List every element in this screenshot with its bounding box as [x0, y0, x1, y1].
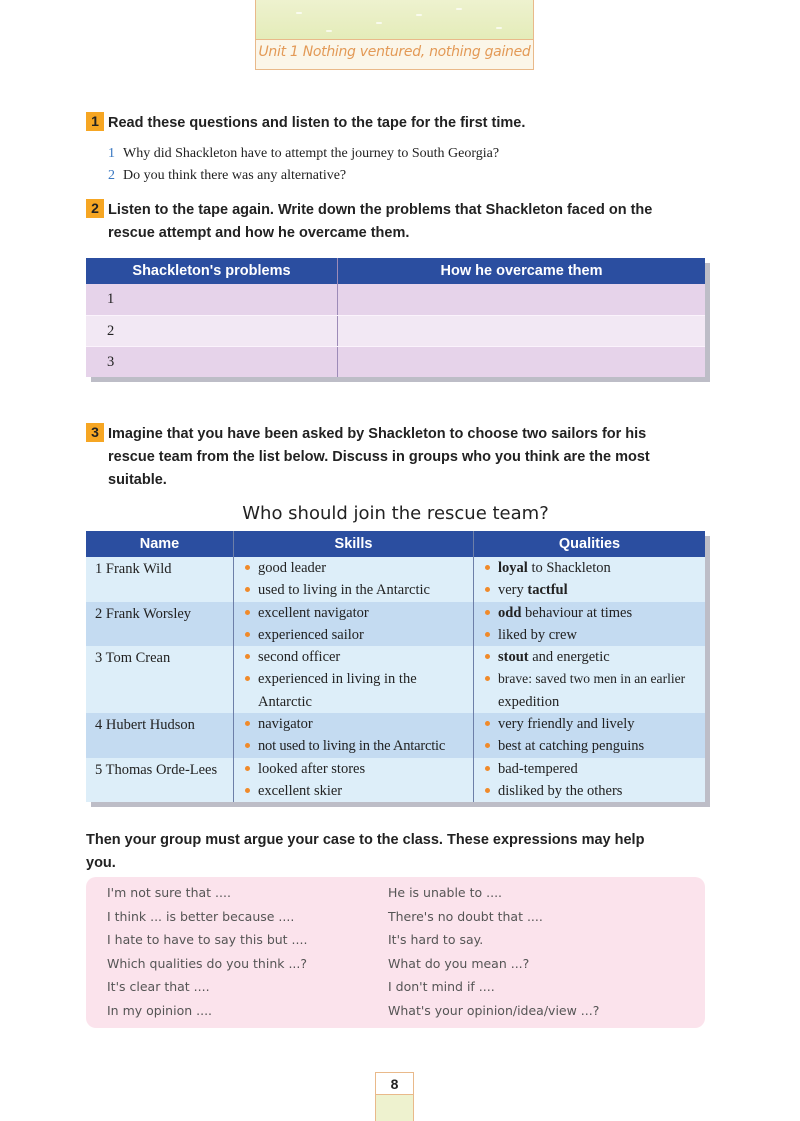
expression-item: It's hard to say. — [388, 932, 484, 947]
skill-item: not used to living in the Antarctic — [242, 735, 469, 757]
header-problems: Shackleton's problems — [86, 258, 338, 284]
table-row — [86, 646, 705, 713]
page-number: 8 — [376, 1073, 413, 1095]
quality-item: best at catching penguins — [482, 735, 701, 757]
quality-item: disliked by the others — [482, 780, 701, 802]
skill-item: excellent skier — [242, 780, 469, 802]
expression-item: I think ... is better because .... — [107, 908, 295, 924]
expression-item: Which qualities do you think ...? — [107, 955, 308, 971]
task-1-number: 1 — [86, 112, 104, 131]
header-skills: Skills — [233, 531, 473, 557]
answer-cell[interactable] — [338, 284, 705, 315]
expression-item: I hate to have to say this but .... — [107, 932, 308, 947]
expression-item: He is unable to .... — [388, 885, 503, 900]
expression-item: What's your opinion/idea/view ...? — [388, 1002, 600, 1018]
table-row — [86, 758, 705, 803]
task-3-number: 3 — [86, 423, 104, 442]
answer-cell[interactable] — [338, 347, 705, 377]
expression-item: It's clear that .... — [107, 979, 210, 994]
expression-item: I'm not sure that .... — [107, 885, 231, 900]
skill-item: experienced sailor — [242, 624, 469, 646]
unit-banner — [255, 0, 534, 70]
quality-item: loyal to Shackleton — [482, 557, 701, 579]
quality-item: very friendly and lively — [482, 713, 701, 735]
table-row: 2 — [86, 315, 705, 346]
sailor-name: 5 Thomas Orde-Lees — [95, 761, 218, 778]
skill-item: looked after stores — [242, 758, 469, 780]
banner-image — [256, 0, 533, 40]
quality-item: odd behaviour at times — [482, 602, 701, 624]
skill-item: good leader — [242, 557, 469, 579]
expressions-box — [86, 877, 705, 1028]
table-row: 3 — [86, 346, 705, 377]
sailor-name: 2 Frank Worsley — [95, 605, 192, 622]
table-row — [86, 602, 705, 647]
table-row — [86, 713, 705, 758]
expressions-intro: Then your group must argue your case to the class. These expressions may help you. — [86, 832, 645, 871]
skill-item: experienced in living in the Antarctic — [242, 668, 469, 713]
sailor-name: 4 Hubert Hudson — [95, 717, 195, 734]
page-number-tab — [375, 1072, 414, 1121]
question-2: 2 Do you think there was any alternative? — [108, 168, 347, 183]
skill-item: navigator — [242, 713, 469, 735]
quality-item: very tactful — [482, 579, 701, 601]
rescue-table-title: Who should join the rescue team? — [242, 503, 549, 524]
unit-title: Unit 1 Nothing ventured, nothing gained — [258, 44, 531, 60]
question-1: 1 Why did Shackleton have to attempt the journey to South Georgia? — [108, 146, 500, 161]
quality-item: stout and energetic — [482, 646, 701, 668]
expressions-right — [388, 885, 599, 1026]
expression-item: I don't mind if .... — [388, 979, 495, 994]
task-1-instruction: 1 Read these questions and listen to the tape for the first time. — [86, 112, 716, 135]
table-row — [86, 557, 705, 602]
table-row: 1 — [86, 284, 705, 315]
quality-item: liked by crew — [482, 624, 701, 646]
sailor-name: 1 Frank Wild — [95, 561, 172, 577]
header-name: Name — [139, 536, 180, 552]
header-overcame: How he overcame them — [440, 263, 603, 279]
quality-item: bad-tempered — [482, 758, 701, 780]
rescue-team-table — [86, 531, 705, 802]
task-2-instruction: 2 Listen to the tape again. Write down the problems that Shackleton faced on the rescue attempt and how he overcame them. — [86, 199, 716, 245]
expressions-left — [107, 885, 307, 1026]
header-qualities: Qualities — [473, 531, 705, 557]
problems-table-header — [86, 258, 705, 284]
task-2-number: 2 — [86, 199, 104, 218]
expression-item: There's no doubt that .... — [388, 908, 543, 924]
problems-table — [86, 258, 705, 377]
skill-item: second officer — [242, 646, 469, 668]
expression-item: In my opinion .... — [107, 1002, 213, 1018]
skill-item: excellent navigator — [242, 602, 469, 624]
quality-item: brave: saved two men in an earlier expedition — [482, 668, 701, 713]
task-3-instruction: 3 Imagine that you have been asked by Shackleton to choose two sailors for his rescue team from the list below. Discuss in groups who you think are the most suitable. — [86, 423, 716, 492]
expression-item: What do you mean ...? — [388, 955, 530, 971]
skill-item: used to living in the Antarctic — [242, 579, 469, 601]
rescue-table-header — [86, 531, 705, 557]
answer-cell[interactable] — [338, 316, 705, 346]
sailor-name: 3 Tom Crean — [95, 650, 171, 667]
